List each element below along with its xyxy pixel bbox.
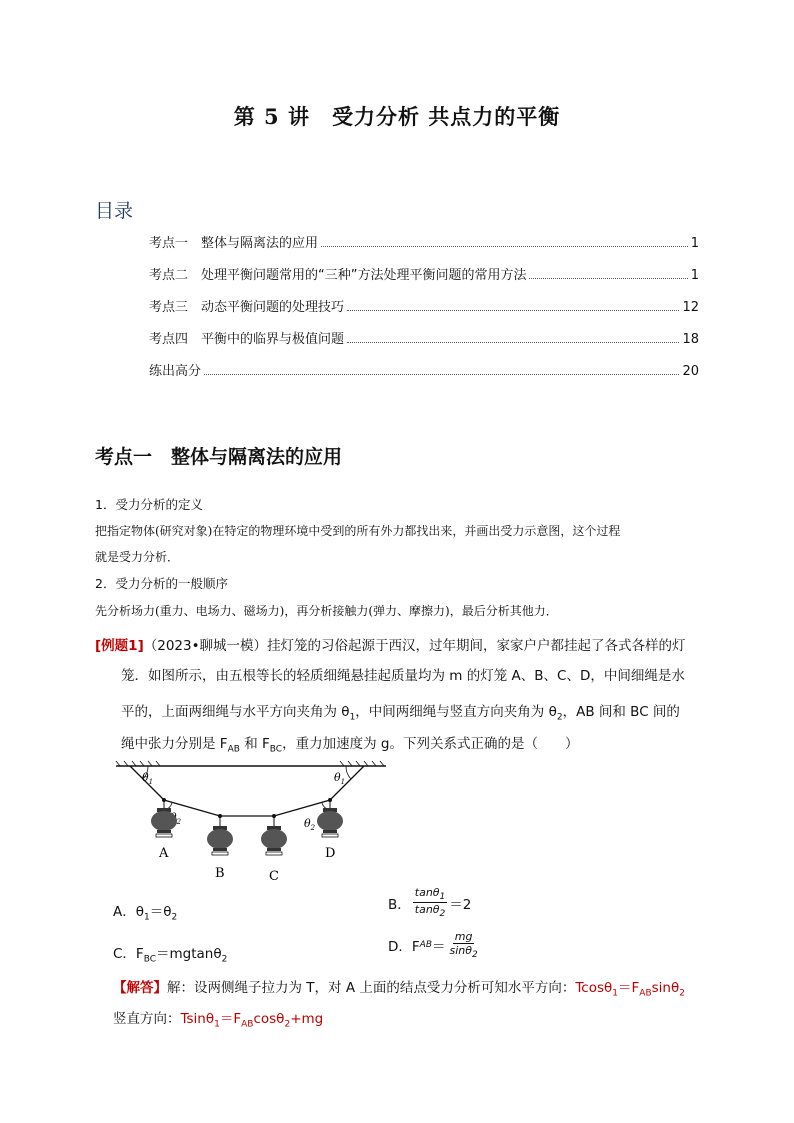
option-d-sub: AB — [419, 940, 433, 951]
example-source: （2023•聊城一模） — [143, 638, 268, 654]
toc-item-page: 18 — [682, 332, 699, 347]
toc-item[interactable] — [149, 359, 699, 379]
lantern-b — [207, 814, 233, 855]
label-d: D — [325, 846, 336, 861]
option-a[interactable]: A．$\theta_1=\theta_2$ — [113, 904, 178, 923]
page-title: 第 5 讲 受力分析 共点力的平衡 — [233, 104, 561, 129]
toc-item-page: 1 — [690, 236, 699, 251]
example-line-2: 笼．如图所示，由五根等长的轻质细绳悬挂起质量均为 m 的灯笼 A、B、C、D，中间细绳是水 — [121, 668, 685, 684]
label-b: B — [215, 866, 225, 881]
option-b[interactable] — [388, 886, 471, 919]
example-text: ，重力加速度为 g。下列关系式正确的是（ ） — [282, 736, 579, 752]
toc-item-label: 考点四 平衡中的临界与极值问题 — [149, 332, 345, 347]
example-line-1 — [95, 632, 700, 661]
toc-leader — [347, 341, 679, 343]
toc-item[interactable] — [149, 231, 699, 251]
example-line-3: 平的，上面两细绳与水平方向夹角为 $\theta_1$，中间两细绳与竖直方向夹角为 $\theta_2$，AB 间和 BC 间的 — [121, 704, 680, 723]
example-text: 挂灯笼的习俗起源于西汉，过年期间，家家户户都挂起了各式各样的灯 — [267, 638, 686, 654]
angle-label-theta1-left: $\theta_1$ — [142, 771, 154, 786]
toc-item-page: 12 — [682, 300, 699, 315]
example-text: ，AB 间和 BC 间的 — [562, 704, 680, 720]
answer-equation-2: $Tsin\theta_1=F_{AB}\cos\theta_2+mg$ — [180, 1011, 324, 1030]
option-b-suffix: ＝2 — [449, 896, 472, 913]
option-d-denominator: sinθ$_2$ — [449, 944, 478, 961]
option-d[interactable] — [388, 930, 482, 960]
toc-leader — [204, 373, 679, 375]
toc-leader — [321, 245, 688, 247]
toc-item-page: 20 — [682, 364, 699, 379]
order-title: 2．受力分析的一般顺序 — [95, 576, 228, 591]
angle-label-theta1-right: $\theta_1$ — [334, 771, 346, 786]
option-b-numerator: tanθ$_1$ — [414, 886, 446, 903]
angle-label-theta2-left: 2 — [176, 818, 182, 826]
toc-item-label: 考点一 整体与隔离法的应用 — [149, 236, 319, 251]
lantern-figure — [112, 760, 390, 885]
option-b-denominator: tanθ$_2$ — [414, 903, 446, 920]
option-b-fraction — [413, 886, 448, 919]
angle-label-theta2-right: $\theta_2$ — [304, 817, 316, 832]
lantern-d — [317, 798, 343, 837]
example-tag: [例题1] — [95, 638, 144, 654]
toc-item-label: 练出高分 — [149, 364, 202, 379]
label-a: A — [159, 846, 169, 861]
option-d-fraction — [448, 930, 480, 960]
answer-line-2 — [113, 1005, 713, 1040]
answer-line-1 — [113, 974, 713, 1009]
toc-item-label: 考点三 动态平衡问题的处理技巧 — [149, 300, 345, 315]
example-text: ，中间两细绳与竖直方向夹角为 θ — [355, 704, 557, 720]
section-heading: 考点一 整体与隔离法的应用 — [95, 446, 343, 468]
answer-text-2: 竖直方向： — [113, 1011, 181, 1027]
toc-leader — [529, 277, 687, 279]
toc-item-page: 1 — [690, 268, 699, 283]
definition-body-cont: 就是受力分析． — [95, 550, 180, 564]
answer-equation-1: $Tcos\theta_1=F_{AB}\sin\theta_2$ — [575, 980, 685, 999]
lantern-a — [151, 798, 177, 837]
option-b-prefix: B． — [388, 896, 411, 913]
toc-heading: 目录 — [95, 200, 134, 222]
toc-item[interactable] — [149, 295, 699, 315]
label-c: C — [269, 869, 279, 884]
definition-title: 1．受力分析的定义 — [95, 497, 203, 512]
option-d-prefix: D．F — [388, 939, 420, 956]
toc-item[interactable] — [149, 263, 699, 283]
answer-text: 解：设两侧绳子拉力为 T，对 A 上面的结点受力分析可知水平方向： — [167, 980, 576, 996]
answer-tag: 【解答】 — [113, 980, 167, 996]
definition-body: 把指定物体(研究对象)在特定的物理环境中受到的所有外力都找出来，并画出受力示意图，这个过程 — [95, 524, 621, 538]
option-d-eq: ＝ — [432, 939, 446, 956]
toc-item[interactable] — [149, 327, 699, 347]
order-body: 先分析场力(重力、电场力、磁场力)，再分析接触力(弹力、摩擦力)，最后分析其他力． — [95, 604, 558, 618]
lantern-c — [261, 814, 287, 855]
toc-item-label: 考点二 处理平衡问题常用的“三种”方法处理平衡问题的常用方法 — [149, 268, 527, 283]
example-text: 平的，上面两细绳与水平方向夹角为 θ — [121, 704, 350, 720]
example-text: 绳中张力分别是 F — [121, 736, 228, 752]
option-d-numerator: mg — [454, 930, 473, 943]
example-text: 和 F — [239, 736, 270, 752]
option-c[interactable]: C．$F_{BC}=mgtan\theta_2$ — [113, 946, 228, 965]
example-line-4: 绳中张力分别是 $F_{AB}$ 和 $F_{BC}$，重力加速度为 g。下列关系式正确的是（ ） — [121, 736, 579, 755]
toc-leader — [347, 309, 679, 311]
